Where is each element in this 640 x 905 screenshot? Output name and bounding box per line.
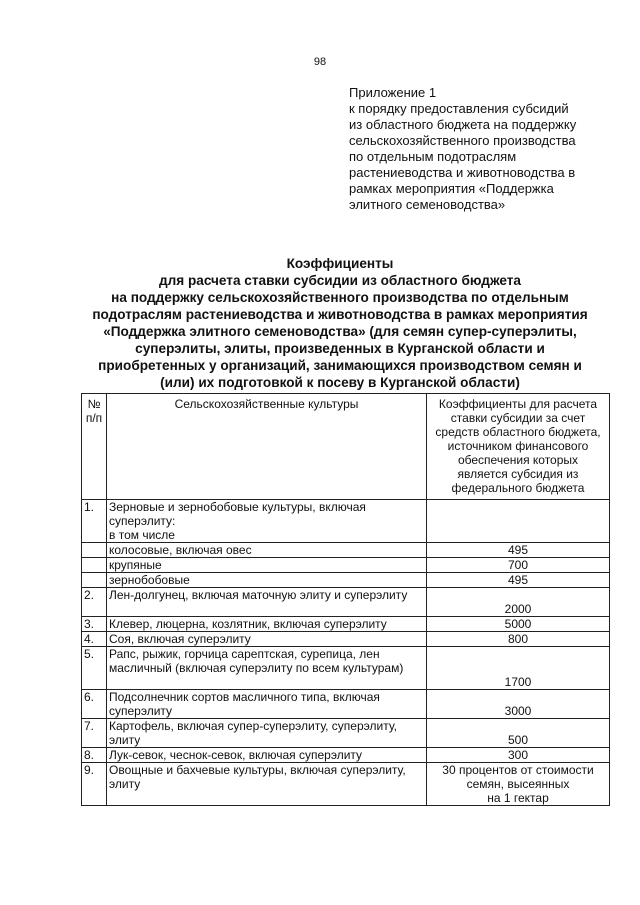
crop-name: [107, 543, 427, 558]
header-coefficient-line: средств областного бюджета,: [435, 425, 601, 439]
coefficient-value: [427, 588, 610, 617]
coefficient-value: [427, 719, 610, 748]
coefficient-value-line: 495: [507, 543, 529, 557]
row-number: 8.: [82, 748, 107, 763]
title-line: приобретенных у организаций, занимающихся производством семян и: [98, 358, 582, 373]
crop-name-line: зернобобовые: [109, 573, 190, 587]
coefficient-value: [427, 748, 610, 763]
coefficient-value-line: 3000: [504, 704, 532, 718]
crop-name-line: [109, 602, 424, 616]
appendix-line: сельскохозяйственного производства: [349, 133, 576, 148]
coefficient-value-line: 1700: [504, 675, 532, 689]
header-coefficient-line: Коэффициенты для расчета: [438, 397, 598, 411]
crop-name: [107, 690, 427, 719]
crop-name: [107, 558, 427, 573]
table-row: [82, 588, 610, 617]
crop-name-line: в том числе: [109, 528, 175, 542]
coefficient-value-line: 800: [507, 632, 529, 646]
row-number: 7.: [82, 719, 107, 748]
table-row: [82, 647, 610, 690]
crop-name: [107, 763, 427, 806]
title-line: подотраслям растениеводства и животноводства в рамках мероприятия: [92, 307, 588, 322]
coefficient-value-line: 5000: [504, 617, 532, 631]
coefficient-value-line: 495: [507, 573, 529, 587]
coefficient-value: [427, 617, 610, 632]
crop-name: [107, 500, 427, 543]
crop-name-line: колосовые, включая овес: [109, 543, 252, 557]
crop-name-line: Овощные и бахчевые культуры, включая суперэлиту,: [109, 763, 406, 777]
table-body: [82, 500, 610, 806]
table-row: [82, 690, 610, 719]
table-row: [82, 719, 610, 748]
table-row: [82, 632, 610, 647]
coefficient-value-line: 500: [507, 733, 529, 747]
appendix-heading: Приложение 1: [349, 85, 437, 100]
coefficients-table: [81, 393, 610, 806]
coefficient-value-line: на 1 гектар: [487, 791, 549, 805]
document-title: [60, 255, 620, 391]
appendix-line: из областного бюджета на поддержку: [349, 117, 577, 132]
coefficient-value: [427, 543, 610, 558]
row-number: 2.: [82, 588, 107, 617]
header-coefficient-line: источником финансового: [447, 439, 589, 453]
table-row: [82, 763, 610, 806]
crop-name-line: Картофель, включая супер-суперэлиту, суперэлиту,: [109, 719, 397, 733]
crop-name: [107, 588, 427, 617]
coefficient-value: [427, 647, 610, 690]
appendix-line: рамках мероприятия «Поддержка: [349, 181, 554, 196]
crop-name-line: элиту: [109, 733, 141, 747]
crop-name-line: Рапс, рыжик, горчица сарептская, сурепица, лен: [109, 647, 380, 661]
crop-name: [107, 573, 427, 588]
coefficient-value-line: 2000: [504, 602, 532, 616]
table-row: [82, 748, 610, 763]
title-line: на поддержку сельскохозяйственного производства по отдельным: [111, 290, 569, 305]
appendix-line: по отдельным подотраслям: [349, 149, 517, 164]
coefficient-value: [427, 558, 610, 573]
page-number: 98: [313, 56, 327, 68]
crop-name-line: суперэлиту: [109, 704, 173, 718]
crop-name-line: Зерновые и зернобобовые культуры, включая: [109, 500, 366, 514]
crop-name: [107, 748, 427, 763]
row-number: 6.: [82, 690, 107, 719]
crop-name-line: [109, 675, 424, 689]
header-number-line: №: [87, 397, 101, 411]
coefficient-value-line: 300: [507, 748, 529, 762]
table-row: [82, 573, 610, 588]
crop-name: [107, 632, 427, 647]
crop-name-line: Клевер, люцерна, козлятник, включая суперэлиту: [109, 617, 387, 631]
title-line: «Поддержка элитного семеноводства» (для семян супер-суперэлиты,: [103, 324, 577, 339]
crop-name-line: элиту: [109, 777, 141, 791]
row-number: 9.: [82, 763, 107, 806]
coefficient-value: [427, 763, 610, 806]
crop-name: [107, 617, 427, 632]
appendix-line: растениеводства и животноводства в: [349, 165, 576, 180]
header-crop: Сельскохозяйственные культуры: [107, 394, 427, 500]
title-line: суперэлиты, элиты, произведенных в Курганской области и: [135, 341, 545, 356]
row-number: 4.: [82, 632, 107, 647]
crop-name-line: Подсолнечник сортов масличного типа, включая: [109, 690, 380, 704]
table-header-row: [82, 394, 610, 500]
crop-name-line: суперэлиту:: [109, 514, 176, 528]
table-row: [82, 500, 610, 543]
title-line: (или) их подготовкой к посеву в Курганской области): [160, 375, 520, 390]
row-number: [82, 573, 107, 588]
row-number: 1.: [82, 500, 107, 543]
appendix-line: к порядку предоставления субсидий: [349, 101, 569, 116]
row-number: 5.: [82, 647, 107, 690]
table-row: [82, 558, 610, 573]
table-row: [82, 543, 610, 558]
crop-name-line: Лен-долгунец, включая маточную элиту и суперэлиту: [109, 588, 408, 602]
header-coefficient-line: обеспечения которых: [457, 453, 579, 467]
crop-name-line: Соя, включая суперэлиту: [109, 632, 251, 646]
title-line: Коэффициенты: [286, 256, 394, 271]
header-coefficient: [427, 394, 610, 500]
crop-name-line: крупяные: [109, 558, 162, 572]
coefficient-value-line: 30 процентов от стоимости: [442, 763, 594, 777]
coefficient-value-line: 700: [507, 558, 529, 572]
coefficient-value: [427, 632, 610, 647]
header-coefficient-line: ставки субсидии за счет: [450, 411, 586, 425]
coefficient-value: [427, 573, 610, 588]
title-line: для расчета ставки субсидии из областного бюджета: [158, 273, 521, 288]
appendix-lines: [349, 101, 609, 213]
crop-name: [107, 647, 427, 690]
appendix-line: элитного семеноводства»: [349, 197, 506, 212]
header-coefficient-line: является субсидия из: [457, 467, 579, 481]
crop-name-line: масличный (включая суперэлиту по всем культурам): [109, 661, 404, 675]
table-row: [82, 617, 610, 632]
header-number-line: п/п: [85, 411, 103, 425]
header-coefficient-line: федерального бюджета: [451, 481, 585, 495]
row-number: [82, 558, 107, 573]
coefficient-value: [427, 500, 610, 543]
coefficient-value-line: семян, высеянных: [466, 777, 570, 791]
crop-name: [107, 719, 427, 748]
appendix-note: [349, 85, 609, 213]
row-number: 3.: [82, 617, 107, 632]
header-number: [82, 394, 107, 500]
row-number: [82, 543, 107, 558]
crop-name-line: Лук-севок, чеснок-севок, включая суперэлиту: [109, 748, 363, 762]
coefficient-value: [427, 690, 610, 719]
